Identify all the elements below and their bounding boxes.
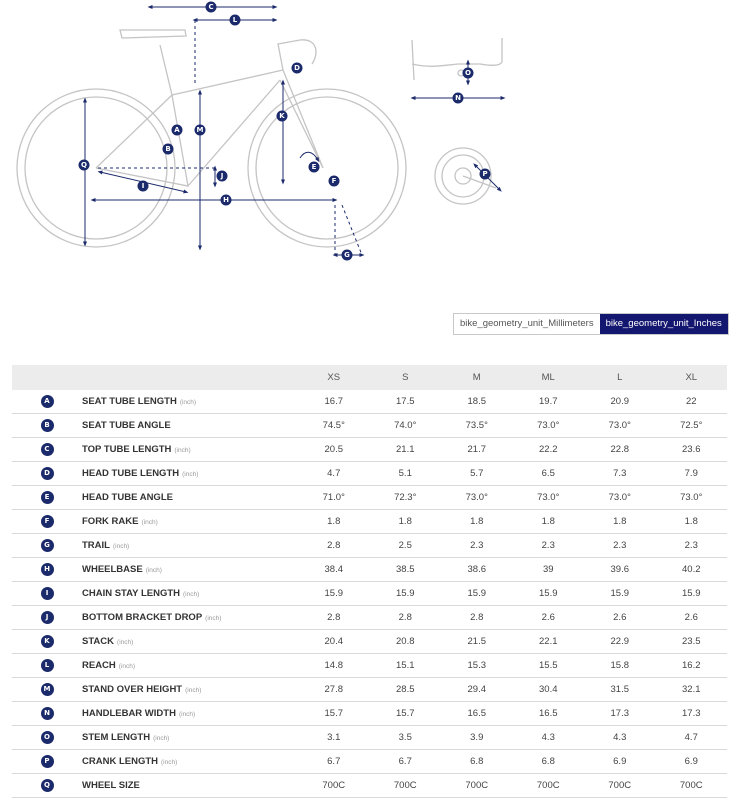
measurement-unit: (inch) [183,591,200,598]
measurement-name-cell [82,630,298,654]
measurement-value: 30.4 [513,678,585,702]
measurement-value: 14.8 [298,654,370,678]
measurement-value: 21.7 [441,438,513,462]
svg-text:P: P [482,170,488,178]
row-badge: L [41,659,54,672]
measurement-name: STEM LENGTH [82,732,151,743]
measurement-value: 31.5 [584,678,656,702]
row-badge: K [41,635,54,648]
geometry-table-body [12,390,727,798]
measurement-name-cell [82,606,298,630]
table-row [12,726,727,750]
measurement-value: 2.5 [370,534,442,558]
measurement-unit: (inch) [112,543,130,550]
measurement-value: 40.2 [656,558,728,582]
measurement-value: 72.5° [656,414,728,438]
measurement-value: 5.7 [441,462,513,486]
row-badge: F [41,515,54,528]
measurement-name: TOP TUBE LENGTH [82,444,172,455]
row-badge-cell [12,414,82,438]
row-badge: C [41,443,54,456]
measurement-value: 15.9 [441,582,513,606]
row-badge-cell [12,462,82,486]
saddle [120,30,186,38]
svg-text:D: D [294,64,300,72]
measurement-name: SEAT TUBE LENGTH [82,396,177,407]
measurement-value: 15.5 [513,654,585,678]
measurement-value: 2.6 [513,606,585,630]
table-row [12,558,727,582]
row-badge-cell [12,510,82,534]
measurement-value: 4.7 [298,462,370,486]
size-header: S [370,365,442,390]
measurement-name-cell [82,702,298,726]
svg-text:L: L [232,16,238,24]
measurement-value: 6.9 [584,750,656,774]
table-row [12,486,727,510]
measurement-value: 15.3 [441,654,513,678]
measurement-name: HEAD TUBE ANGLE [82,492,173,503]
row-badge-cell [12,678,82,702]
measurement-value: 22.8 [584,438,656,462]
measurement-value: 16.5 [513,702,585,726]
measurement-unit: (inch) [117,639,134,646]
measurement-value: 2.3 [513,534,585,558]
svg-text:O: O [465,69,471,77]
measurement-name-cell [82,654,298,678]
measurement-name: WHEELBASE [82,564,143,575]
measurement-value: 73.0° [513,486,585,510]
measurement-value: 22.1 [513,630,585,654]
svg-text:B: B [165,145,171,153]
unit-toggle [453,313,729,335]
measurement-value: 73.0° [656,486,728,510]
measurement-value: 20.8 [370,630,442,654]
size-header: XS [298,365,370,390]
measurement-value: 38.6 [441,558,513,582]
measurement-value: 6.7 [370,750,442,774]
measurement-unit: (inch) [185,687,202,694]
row-badge-cell [12,390,82,414]
measurement-value: 21.5 [441,630,513,654]
measurement-value: 18.5 [441,390,513,414]
measurement-value: 22.9 [584,630,656,654]
measurement-name-cell [82,390,298,414]
measurement-value: 39 [513,558,585,582]
svg-text:N: N [455,94,461,102]
measurement-value: 23.6 [656,438,728,462]
size-header: XL [656,365,728,390]
measurement-value: 73.0° [584,414,656,438]
measurement-value: 28.5 [370,678,442,702]
measurement-value: 39.6 [584,558,656,582]
measurement-value: 15.9 [656,582,728,606]
measurement-name-cell [82,726,298,750]
measurement-value: 2.3 [656,534,728,558]
measurement-value: 15.7 [370,702,442,726]
unit-millimeters-button[interactable]: bike_geometry_unit_Millimeters [454,314,600,334]
measurement-value: 6.8 [441,750,513,774]
measurement-value: 16.7 [298,390,370,414]
measurement-value: 15.8 [584,654,656,678]
measurement-value: 17.5 [370,390,442,414]
measurement-value: 22.2 [513,438,585,462]
measurement-value: 2.8 [298,606,370,630]
measurement-value: 4.3 [513,726,585,750]
measurement-value: 700C [656,774,728,798]
table-row [12,606,727,630]
measurement-value: 71.0° [298,486,370,510]
measurement-value: 15.9 [513,582,585,606]
measurement-value: 7.3 [584,462,656,486]
measurement-value: 700C [370,774,442,798]
measurement-value: 2.8 [441,606,513,630]
measurement-value: 3.1 [298,726,370,750]
measurement-value: 700C [298,774,370,798]
measurement-value: 2.8 [298,534,370,558]
measurement-value: 21.1 [370,438,442,462]
table-row [12,774,727,798]
svg-text:G: G [344,251,350,259]
measurement-value: 29.4 [441,678,513,702]
row-badge: I [41,587,54,600]
measurement-value: 73.5° [441,414,513,438]
measurement-value: 73.0° [513,414,585,438]
row-badge: N [41,707,54,720]
measurement-value: 1.8 [513,510,585,534]
measurement-value: 20.9 [584,390,656,414]
row-badge-cell [12,534,82,558]
measurement-name: CHAIN STAY LENGTH [82,588,181,599]
svg-text:M: M [196,126,204,134]
measurement-value: 1.8 [441,510,513,534]
measurement-value: 2.6 [656,606,728,630]
front-wheel [248,89,406,247]
measurement-value: 73.0° [584,486,656,510]
measurement-value: 38.4 [298,558,370,582]
table-row [12,534,727,558]
measurement-name-cell [82,438,298,462]
svg-text:I: I [141,182,145,190]
measurement-name-cell [82,558,298,582]
svg-text:E: E [311,163,317,171]
measurement-value: 74.5° [298,414,370,438]
measurement-value: 5.1 [370,462,442,486]
row-badge: Q [41,779,54,792]
header-spacer [12,365,82,390]
measurement-unit: (inch) [179,399,197,406]
row-badge-cell [12,486,82,510]
row-badge-cell [12,750,82,774]
measurement-value: 2.3 [584,534,656,558]
table-row [12,390,727,414]
measurement-value: 15.9 [584,582,656,606]
measurement-name-cell [82,510,298,534]
measurement-value: 17.3 [656,702,728,726]
measurement-value: 20.5 [298,438,370,462]
measurement-value: 1.8 [298,510,370,534]
measurement-value: 15.9 [298,582,370,606]
row-badge-cell [12,654,82,678]
size-header: ML [513,365,585,390]
row-badge: G [41,539,54,552]
measurement-name: BOTTOM BRACKET DROP [82,612,203,623]
measurement-name: REACH [82,660,116,671]
row-badge: A [41,395,54,408]
table-row [12,510,727,534]
measurement-value: 2.6 [584,606,656,630]
measurement-name: FORK RAKE [82,516,139,527]
svg-text:K: K [279,112,285,120]
table-row [12,678,727,702]
measurement-value: 700C [513,774,585,798]
measurement-value: 15.1 [370,654,442,678]
row-badge-cell [12,558,82,582]
geometry-table [12,365,727,798]
measurement-name: WHEEL SIZE [82,780,140,791]
row-badge: P [41,755,54,768]
svg-text:J: J [220,172,224,180]
measurement-unit: (inch) [161,759,178,766]
table-row [12,702,727,726]
bike-geometry-diagram [0,0,739,300]
svg-text:A: A [174,126,180,134]
row-badge: O [41,731,54,744]
measurement-unit: (inch) [178,711,196,718]
row-badge-cell [12,438,82,462]
row-badge: D [41,467,54,480]
unit-inches-button[interactable]: bike_geometry_unit_Inches [600,314,728,334]
measurement-value: 16.2 [656,654,728,678]
measurement-unit: (inch) [182,471,199,478]
measurement-name: CRANK LENGTH [82,756,158,767]
measurement-name-cell [82,750,298,774]
measurement-value: 74.0° [370,414,442,438]
measurement-value: 73.0° [441,486,513,510]
svg-text:F: F [331,177,337,185]
measurement-value: 3.5 [370,726,442,750]
table-row [12,654,727,678]
measurement-name: STACK [82,636,115,647]
measurement-name-cell [82,534,298,558]
measurement-value: 2.3 [441,534,513,558]
table-row [12,582,727,606]
measurement-unit: (inch) [174,447,191,454]
measurement-value: 1.8 [656,510,728,534]
measurement-name-cell [82,462,298,486]
measurement-value: 19.7 [513,390,585,414]
measurement-value: 22 [656,390,728,414]
table-row [12,438,727,462]
measurement-name-cell [82,414,298,438]
measurement-unit: (inch) [118,663,136,670]
measurement-value: 16.5 [441,702,513,726]
measurement-value: 17.3 [584,702,656,726]
size-header: M [441,365,513,390]
measurement-name-cell [82,486,298,510]
measurement-value: 1.8 [584,510,656,534]
measurement-unit: (inch) [145,567,162,574]
measurement-name-cell [82,678,298,702]
measurement-unit: (inch) [205,615,222,622]
measurement-value: 32.1 [656,678,728,702]
row-badge-cell [12,726,82,750]
row-badge-cell [12,582,82,606]
svg-text:H: H [223,196,229,204]
table-row [12,462,727,486]
row-badge-cell [12,774,82,798]
measurement-value: 15.9 [370,582,442,606]
measurement-name: HANDLEBAR WIDTH [82,708,176,719]
measurement-value: 2.8 [370,606,442,630]
measurement-value: 700C [584,774,656,798]
table-row [12,750,727,774]
row-badge: J [41,611,54,624]
table-row [12,630,727,654]
row-badge: H [41,563,54,576]
header-spacer [82,365,298,390]
measurement-value: 6.7 [298,750,370,774]
measurement-value: 4.3 [584,726,656,750]
row-badge: E [41,491,54,504]
measurement-name-cell [82,774,298,798]
measurement-value: 15.7 [298,702,370,726]
measurement-value: 6.5 [513,462,585,486]
size-header: L [584,365,656,390]
measurement-unit: (inch) [141,519,158,526]
measurement-name: STAND OVER HEIGHT [82,684,183,695]
measurement-value: 7.9 [656,462,728,486]
measurement-value: 72.3° [370,486,442,510]
measurement-value: 6.9 [656,750,728,774]
measurement-value: 20.4 [298,630,370,654]
measurement-value: 23.5 [656,630,728,654]
measurement-value: 4.7 [656,726,728,750]
row-badge-cell [12,630,82,654]
measurement-value: 38.5 [370,558,442,582]
measurement-name: SEAT TUBE ANGLE [82,420,171,431]
svg-text:C: C [208,3,214,11]
measurement-value: 700C [441,774,513,798]
measurement-unit: (inch) [153,735,170,742]
measurement-value: 27.8 [298,678,370,702]
measurement-value: 1.8 [370,510,442,534]
row-badge: M [41,683,54,696]
measurement-value: 6.8 [513,750,585,774]
svg-text:Q: Q [81,161,87,169]
measurement-name-cell [82,582,298,606]
row-badge: B [41,419,54,432]
table-row [12,414,727,438]
row-badge-cell [12,606,82,630]
measurement-name: HEAD TUBE LENGTH [82,468,180,479]
table-header-row [12,365,727,390]
measurement-name: TRAIL [82,540,110,551]
measurement-value: 3.9 [441,726,513,750]
row-badge-cell [12,702,82,726]
